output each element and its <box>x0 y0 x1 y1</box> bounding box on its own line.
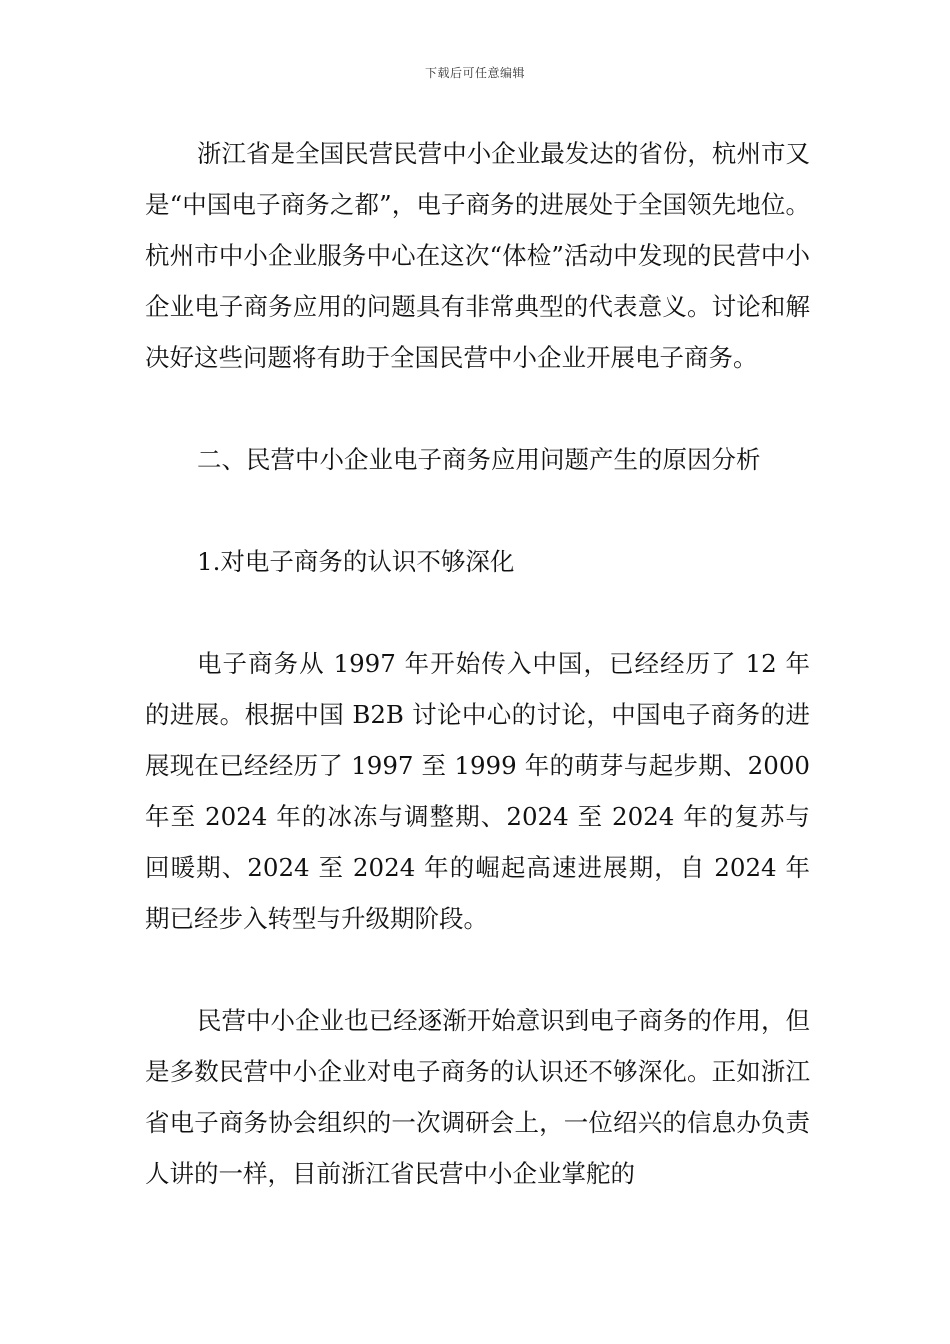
document-body <box>145 128 810 1199</box>
paragraph-intro: 浙江省是全国民营民营中小企业最发达的省份，杭州市又是“中国电子商务之都”，电子商务的进展处于全国领先地位。杭州市中小企业服务中心在这次“体检”活动中发现的民营中小企业电子商务应用的问题具有非常典型的代表意义。讨论和解决好这些问题将有助于全国民营中小企业开展电子商务。 <box>145 139 810 372</box>
paragraph-awareness: 民营中小企业也已经逐渐开始意识到电子商务的作用，但是多数民营中小企业对电子商务的认识还不够深化。正如浙江省电子商务协会组织的一次调研会上，一位绍兴的信息办负责人讲的一样，目前浙江省民营中小企业掌舵的 <box>145 1006 810 1188</box>
page-header-note: 下载后可任意编辑 <box>424 66 525 80</box>
paragraph-history: 电子商务从 1997 年开始传入中国，已经经历了 12 年的进展。根据中国 B2B 讨论中心的讨论，中国电子商务的进展现在已经经历了 1997 至 1999 年的萌芽与起步期、2000 年至 2024 年的冰冻与调整期、2024 至 2024 年的复苏与回暖期、2024 至 2024 年的崛起高速进展期，自 2024 年期已经步入转型与升级期阶段。 <box>145 649 810 933</box>
subheading: 1.对电子商务的认识不够深化 <box>197 547 515 576</box>
section-heading: 二、民营中小企业电子商务应用问题产生的原因分析 <box>197 445 761 474</box>
